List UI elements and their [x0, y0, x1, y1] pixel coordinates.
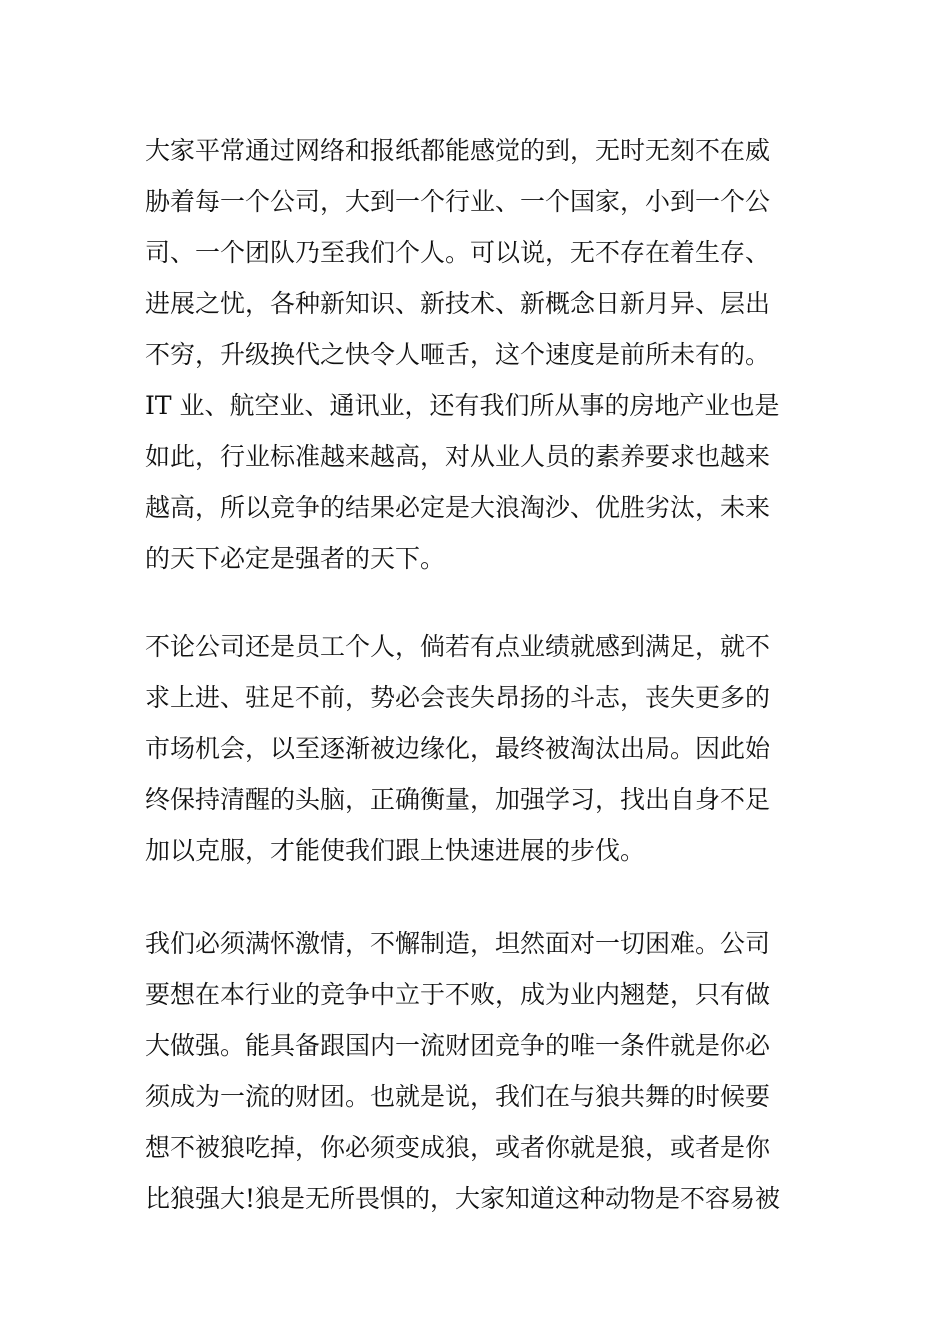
- paragraph-line: 想不被狼吃掉，你必须变成狼，或者你就是狼，或者是你: [145, 1133, 771, 1162]
- paragraph-line: 越高，所以竞争的结果必定是大浪淘沙、优胜劣汰，未来: [145, 493, 771, 522]
- paragraph-line: 求上进、驻足不前，势必会丧失昂扬的斗志，丧失更多的: [145, 683, 771, 712]
- paragraph-line: 须成为一流的财团。也就是说，我们在与狼共舞的时候要: [145, 1082, 771, 1111]
- paragraph-3: [145, 918, 815, 1224]
- paragraph-line: 胁着每一个公司，大到一个行业、一个国家，小到一个公: [145, 187, 771, 216]
- paragraph-1: [145, 125, 815, 584]
- paragraph-2: [145, 621, 815, 876]
- paragraph-line: 不穷，升级换代之快令人咂舌，这个速度是前所未有的。: [145, 340, 771, 369]
- paragraph-line: 终保持清醒的头脑，正确衡量，加强学习，找出自身不足: [145, 785, 771, 814]
- paragraph-line: 大做强。能具备跟国内一流财团竞争的唯一条件就是你必: [145, 1031, 771, 1060]
- paragraph-line: 不论公司还是员工个人，倘若有点业绩就感到满足，就不: [145, 632, 771, 661]
- paragraph-line: 的天下必定是强者的天下。: [145, 544, 446, 573]
- paragraph-line: 进展之忧，各种新知识、新技术、新概念日新月异、层出: [145, 289, 771, 318]
- paragraph-line: 司、一个团队乃至我们个人。可以说，无不存在着生存、: [145, 238, 771, 267]
- paragraph-line: 加以克服，才能使我们跟上快速进展的步伐。: [145, 836, 646, 865]
- paragraph-line: 我们必须满怀激情，不懈制造，坦然面对一切困难。公司: [145, 929, 771, 958]
- paragraph-line: 要想在本行业的竞争中立于不败，成为业内翘楚，只有做: [145, 980, 771, 1009]
- paragraph-line: 比狼强大!狼是无所畏惧的，大家知道这种动物是不容易被: [145, 1184, 781, 1213]
- paragraph-line: 市场机会，以至逐渐被边缘化，最终被淘汰出局。因此始: [145, 734, 771, 763]
- paragraph-line: 大家平常通过网络和报纸都能感觉的到，无时无刻不在威: [145, 136, 771, 165]
- paragraph-line: 如此，行业标准越来越高，对从业人员的素养要求也越来: [145, 442, 771, 471]
- paragraph-line: IT 业、航空业、通讯业，还有我们所从事的房地产业也是: [145, 391, 780, 420]
